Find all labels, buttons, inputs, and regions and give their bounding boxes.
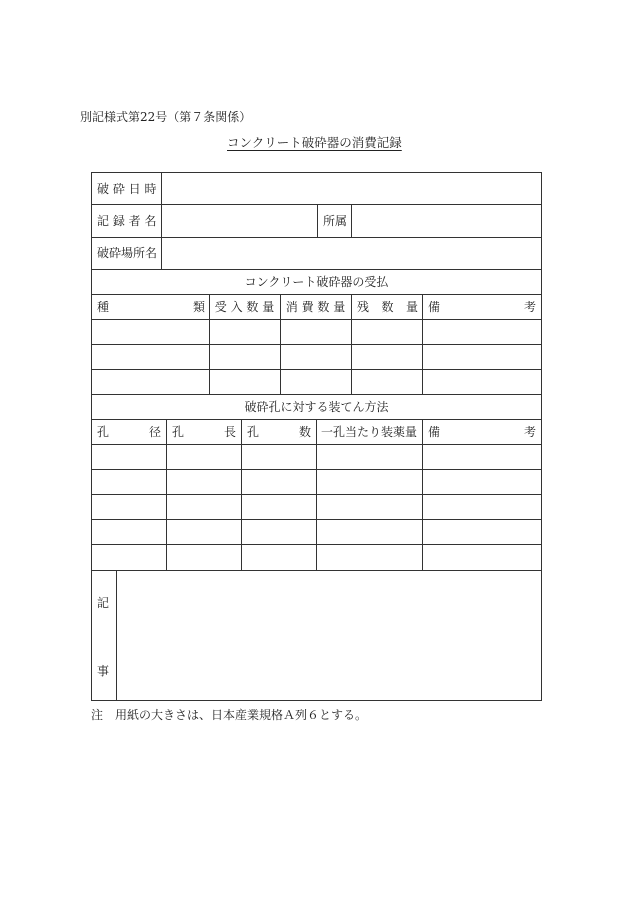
notes-label-bottom: 事: [97, 664, 110, 678]
receipt-col-remarks: 備 考: [428, 300, 536, 314]
datetime-label: 破 砕 日 時: [97, 182, 157, 196]
receipt-col-remaining: 残 数 量: [357, 300, 418, 314]
charging-col-charge: 一孔当たり装薬量: [320, 425, 417, 439]
location-label: 破砕場所名: [97, 246, 158, 260]
affiliation-field[interactable]: [352, 205, 541, 237]
charging-col-remarks: 備 考: [428, 425, 536, 439]
footnote: 注 用紙の大きさは、日本産業規格Ａ列６とする。: [91, 708, 368, 722]
charging-section-title: 破砕孔に対する装てん方法: [244, 400, 389, 414]
recorder-field[interactable]: [162, 205, 317, 237]
form-reference: 別記様式第22号（第７条関係）: [80, 110, 252, 124]
recorder-label: 記 録 者 名: [97, 214, 157, 228]
charging-col-length: 孔 長: [172, 425, 236, 439]
affiliation-label: 所属: [323, 214, 348, 228]
charging-col-diameter: 孔 径: [97, 425, 161, 439]
charging-col-count: 孔 数: [247, 425, 311, 439]
receipt-col-consumed: 消 費 数 量: [285, 300, 346, 314]
receipt-col-type: 種 類: [97, 300, 205, 314]
datetime-field[interactable]: [162, 173, 541, 204]
receipt-col-received: 受 入 数 量: [214, 300, 275, 314]
page-title: コンクリート破砕器の消費記録: [227, 135, 402, 150]
receipt-section-title: コンクリート破砕器の受払: [244, 275, 389, 289]
notes-field[interactable]: [117, 571, 541, 700]
location-field[interactable]: [162, 238, 541, 269]
notes-label-top: 記: [97, 596, 110, 610]
